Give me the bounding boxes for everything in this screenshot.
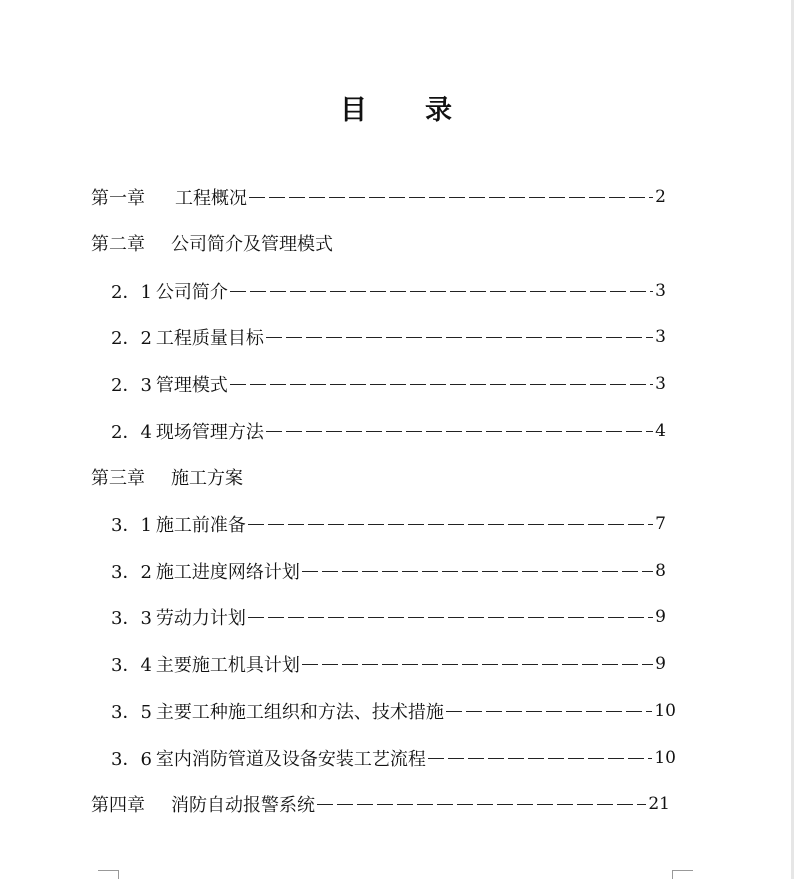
dot-leader — [317, 792, 646, 816]
toc-page: 21 — [648, 794, 670, 814]
toc-entry-3-2[interactable] — [111, 559, 666, 583]
toc-number: 2．4 — [111, 422, 152, 443]
page-title — [0, 88, 794, 127]
toc-page: 3 — [655, 374, 666, 394]
toc-text: 施工进度网络计划 — [155, 562, 300, 583]
toc-text: 管理模式 — [155, 375, 228, 396]
toc-number: 第三章 — [91, 468, 145, 489]
toc-text: 消防自动报警系统 — [171, 795, 315, 816]
toc-number: 第二章 — [91, 234, 145, 255]
toc-number: 2．2 — [111, 328, 152, 349]
toc-entry-2-3[interactable] — [111, 372, 666, 396]
toc-entry-3-4[interactable] — [111, 652, 666, 676]
toc-text: 现场管理方法 — [155, 422, 264, 443]
toc-text: 公司简介 — [155, 282, 228, 303]
toc-entry-chapter-1[interactable] — [91, 185, 666, 209]
toc-page: 3 — [655, 327, 666, 347]
title-char-left: 目 — [340, 95, 369, 126]
toc-page: 4 — [655, 421, 666, 441]
toc-entry-2-4[interactable] — [111, 419, 666, 443]
toc-entry-chapter-4[interactable] — [91, 792, 670, 816]
toc-text: 施工方案 — [171, 468, 243, 489]
toc-number: 3．3 — [111, 608, 152, 629]
page-corner-mark-right — [672, 870, 693, 879]
toc-entry-2-2[interactable] — [111, 325, 666, 349]
toc-entry-3-1[interactable] — [111, 512, 666, 536]
toc-text: 工程质量目标 — [155, 328, 264, 349]
toc-page: 10 — [654, 701, 676, 721]
toc-text: 劳动力计划 — [155, 608, 246, 629]
toc-page: 9 — [655, 654, 666, 674]
toc-page: 9 — [655, 607, 666, 627]
toc-text: 公司简介及管理模式 — [171, 234, 333, 255]
dot-leader — [428, 746, 652, 770]
toc-page: 8 — [655, 561, 666, 581]
dot-leader — [248, 512, 653, 536]
toc-entry-3-3[interactable] — [111, 605, 666, 629]
toc-page: 7 — [655, 514, 666, 534]
toc-text: 工程概况 — [175, 188, 247, 209]
toc-text: 主要工种施工组织和方法、技术措施 — [155, 702, 444, 723]
toc-number: 3．1 — [111, 515, 152, 536]
toc-text: 施工前准备 — [155, 515, 246, 536]
toc-number: 第四章 — [91, 795, 145, 816]
dot-leader — [302, 559, 653, 583]
dot-leader — [302, 652, 653, 676]
toc-number: 3．2 — [111, 562, 152, 583]
toc-number: 3．6 — [111, 749, 152, 770]
toc-entry-chapter-3[interactable] — [91, 465, 243, 489]
toc-entry-chapter-2[interactable] — [91, 231, 333, 255]
toc-page: 10 — [654, 748, 676, 768]
toc-entry-3-5[interactable] — [111, 699, 676, 723]
toc-number: 2．1 — [111, 282, 152, 303]
dot-leader — [249, 185, 653, 209]
dot-leader — [248, 605, 653, 629]
title-char-right: 录 — [425, 95, 454, 126]
toc-text: 主要施工机具计划 — [155, 655, 300, 676]
toc-page: 2 — [655, 187, 666, 207]
toc-number: 2．3 — [111, 375, 152, 396]
toc-entry-3-6[interactable] — [111, 746, 676, 770]
dot-leader — [230, 279, 653, 303]
dot-leader — [230, 372, 653, 396]
toc-entry-2-1[interactable] — [111, 279, 666, 303]
toc-text: 室内消防管道及设备安装工艺流程 — [155, 749, 426, 770]
dot-leader — [266, 419, 653, 443]
dot-leader — [446, 699, 652, 723]
toc-number: 第一章 — [91, 188, 145, 209]
toc-number: 3．4 — [111, 655, 152, 676]
toc-number: 3．5 — [111, 702, 152, 723]
dot-leader — [266, 325, 653, 349]
toc-page: 3 — [655, 281, 666, 301]
page-corner-mark-left — [98, 870, 119, 879]
